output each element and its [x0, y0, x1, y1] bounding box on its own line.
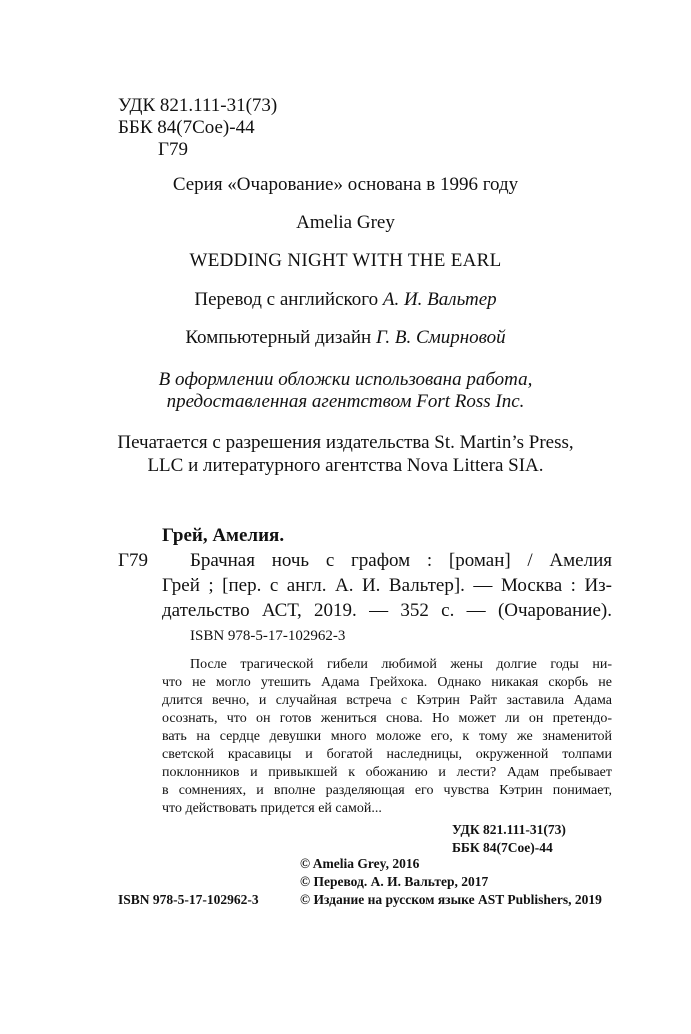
original-author: Amelia Grey	[296, 212, 395, 233]
copyright-line: © Перевод. А. И. Вальтер, 2017	[300, 874, 489, 889]
annotation-line: в сомнениях, и вполне разделяющая его чувства Кэтрин понимает,	[162, 783, 612, 798]
isbn-bottom: ISBN 978-5-17-102962-3	[118, 892, 259, 907]
annotation-line: вать на сердце девушки много моложе его, к тому же знаменитой	[162, 729, 612, 744]
translator-name: А. И. Вальтер	[382, 289, 497, 310]
translation-label: Перевод с английского	[194, 289, 379, 310]
translation-credit	[0, 289, 691, 311]
annotation-line: светской красавицы и богатой наследницы, окруженной толпами	[162, 747, 612, 762]
bib-heading: Грей, Амелия.	[162, 525, 285, 546]
designer-name: Г. В. Смирновой	[375, 327, 506, 348]
original-title: WEDDING NIGHT WITH THE EARL	[189, 250, 502, 271]
bib-line-3: дательство АСТ, 2019. — 352 с. — (Очарование).	[162, 600, 612, 621]
bib-isbn: ISBN 978-5-17-102962-3	[190, 628, 346, 644]
annotation-line: что действовать придется ей самой...	[162, 801, 382, 816]
annotation-line: осознать, что он готов жениться снова. Но может ли он претендо-	[162, 711, 612, 726]
series-note: Серия «Очарование» основана в 1996 году	[172, 174, 519, 195]
bib-mark: Г79	[118, 550, 148, 571]
permission-note-line-1: Печатается с разрешения издательства St. Martin’s Press,	[117, 432, 574, 453]
author-mark: Г79	[158, 139, 188, 160]
footer-udk-code: УДК 821.111-31(73)	[452, 822, 566, 837]
bib-line-2: Грей ; [пер. с англ. А. И. Вальтер]. — Москва : Из-	[162, 575, 612, 596]
annotation-line: После трагической гибели любимой жены долгие годы ни-	[190, 657, 612, 672]
bib-line-1: Брачная ночь с графом : [роман] / Амелия	[190, 550, 612, 571]
bbk-code: ББК 84(7Сое)-44	[118, 117, 255, 138]
cover-note-line-1: В оформлении обложки использована работа,	[158, 369, 533, 390]
cover-note-line-2: предоставленная агентством Fort Ross Inc.	[166, 391, 525, 412]
design-credit	[0, 327, 691, 349]
copyright-line: © Издание на русском языке AST Publishers, 2019	[300, 892, 602, 907]
annotation-line: длится вечно, и случайная встреча с Кэтрин Райт заставила Адама	[162, 693, 612, 708]
permission-note-line-2: LLC и литературного агентства Nova Littera SIA.	[147, 455, 544, 476]
udk-code: УДК 821.111-31(73)	[118, 95, 278, 116]
annotation-line: что не могло утешить Адама Грейхока. Однако никакая скорбь не	[162, 675, 612, 690]
annotation-line: поклонников и привыкшей к обожанию и лести? Адам пребывает	[162, 765, 612, 780]
copyright-line: © Amelia Grey, 2016	[300, 856, 420, 871]
design-label: Компьютерный дизайн	[185, 327, 372, 348]
footer-bbk-code: ББК 84(7Сое)-44	[452, 840, 553, 855]
